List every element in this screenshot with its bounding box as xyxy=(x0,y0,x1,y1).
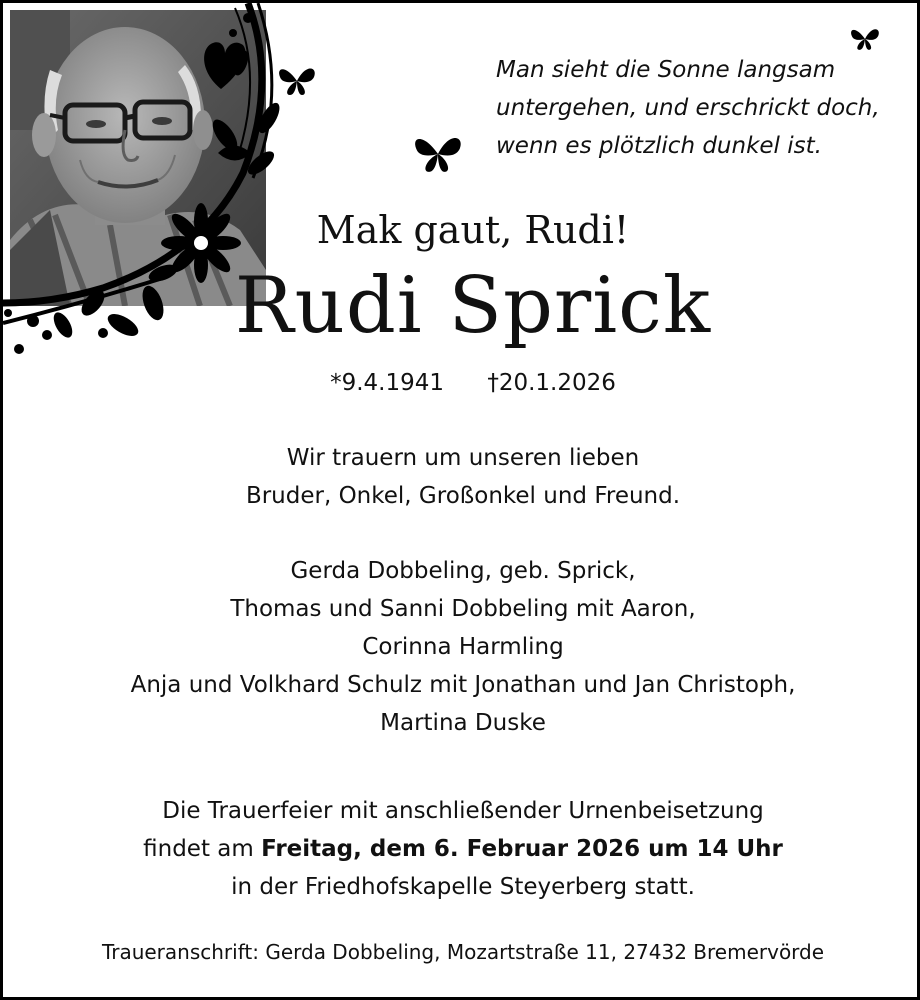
quote xyxy=(496,51,896,165)
mourning-line: Bruder, Onkel, Großonkel und Freund. xyxy=(245,483,681,509)
quote-line: wenn es plötzlich dunkel ist. xyxy=(496,133,822,159)
service-line xyxy=(23,830,903,868)
butterfly-icon xyxy=(276,63,318,99)
service-line: Die Trauerfeier mit anschließender Urnenbeisetzung xyxy=(162,798,764,824)
family-line: Thomas und Sanni Dobbeling mit Aaron, xyxy=(230,596,696,622)
quote-line: untergehen, und erschrickt doch, xyxy=(496,95,880,121)
service-info xyxy=(23,792,903,906)
mourning-address: Traueranschrift: Gerda Dobbeling, Mozartstraße 11, 27432 Bremervörde xyxy=(101,940,825,964)
death-date: †20.1.2026 xyxy=(487,370,616,396)
service-prefix: findet am xyxy=(143,836,262,862)
family-line: Martina Duske xyxy=(380,710,546,736)
butterfly-icon xyxy=(848,25,882,53)
life-dates xyxy=(303,370,643,396)
service-line: in der Friedhofskapelle Steyerberg statt. xyxy=(231,874,695,900)
family-line: Corinna Harmling xyxy=(362,634,564,660)
mourning-text xyxy=(23,439,903,515)
service-date-time: Freitag, dem 6. Februar 2026 um 14 Uhr xyxy=(261,836,783,862)
birth-date: *9.4.1941 xyxy=(330,370,445,396)
family-list xyxy=(23,552,903,742)
family-line: Gerda Dobbeling, geb. Sprick, xyxy=(290,558,636,584)
subtitle: Mak gaut, Rudi! xyxy=(316,208,630,252)
quote-line: Man sieht die Sonne langsam xyxy=(496,57,836,83)
family-line: Anja und Volkhard Schulz mit Jonathan und Jan Christoph, xyxy=(130,672,796,698)
mourning-line: Wir trauern um unseren lieben xyxy=(286,445,640,471)
deceased-name: Rudi Sprick xyxy=(234,261,712,351)
butterfly-icon xyxy=(411,131,465,177)
